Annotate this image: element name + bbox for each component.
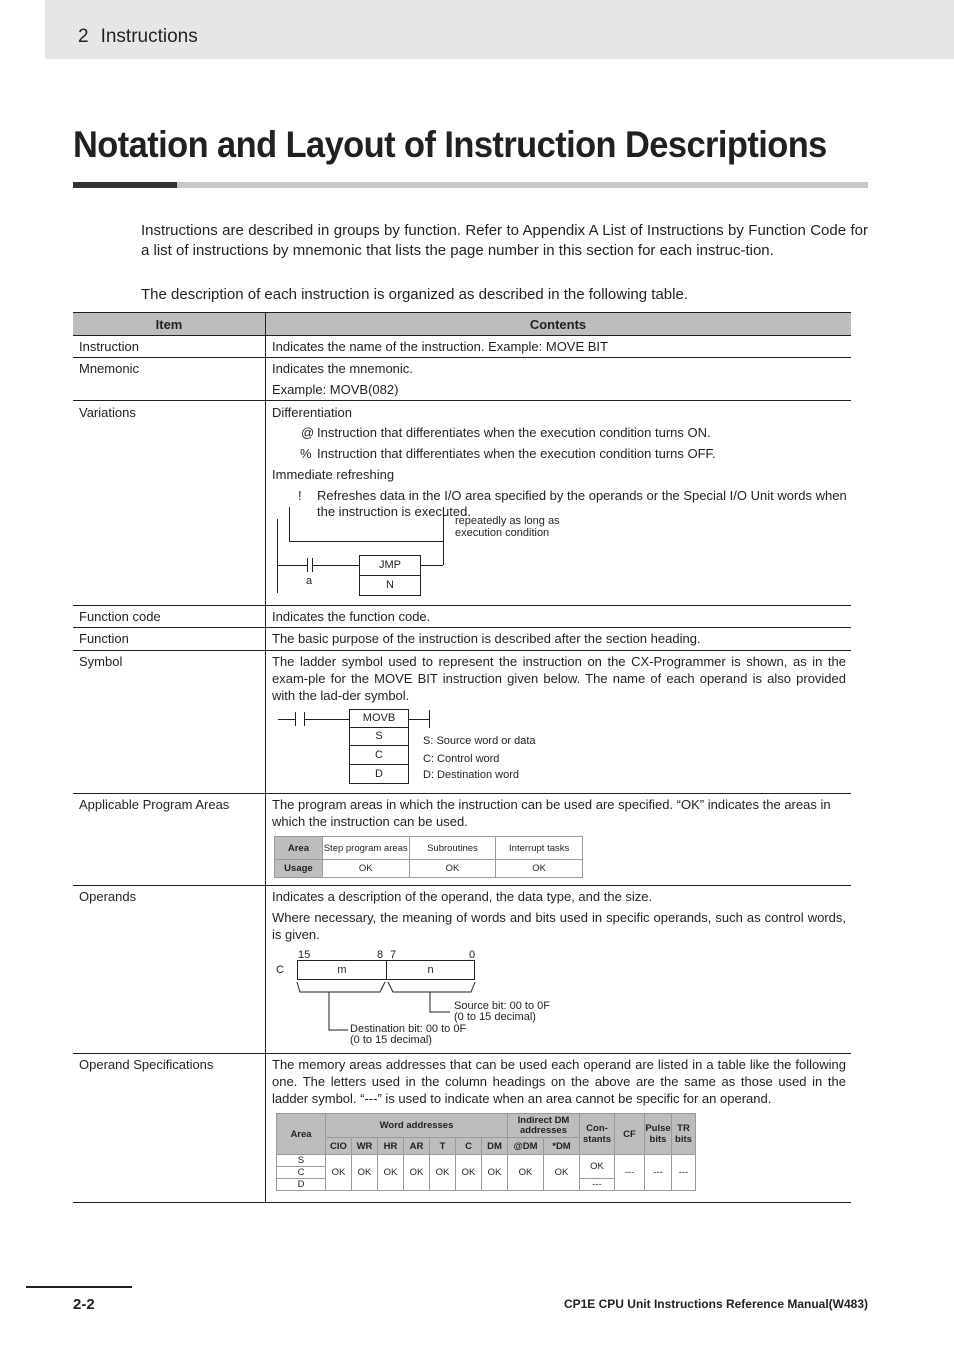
rung-wire bbox=[421, 565, 443, 566]
program-areas-table bbox=[274, 836, 583, 878]
row-divider bbox=[73, 885, 851, 886]
field-m: m bbox=[297, 960, 387, 980]
desc-s: S: Source word or data bbox=[423, 735, 536, 747]
item-program-areas: Applicable Program Areas bbox=[79, 797, 230, 812]
tr-header: TR bits bbox=[672, 1114, 696, 1155]
jmp-note-1: repeatedly as long as bbox=[455, 515, 560, 527]
operand-spec-table bbox=[276, 1113, 696, 1191]
footer-rule bbox=[26, 1286, 132, 1288]
table-header bbox=[73, 312, 851, 335]
usage-header: Usage bbox=[275, 860, 323, 878]
content-operands-2: Where necessary, the meaning of words and bits used in specific operands, such as control words, is given. bbox=[272, 910, 846, 942]
constants-header: Con-stants bbox=[580, 1114, 615, 1155]
rung-wire bbox=[304, 719, 349, 720]
content-operands-1: Indicates a description of the operand, the data type, and the size. bbox=[272, 889, 653, 904]
dest-bit-desc-1: Destination bit: 00 to 0F bbox=[350, 1023, 467, 1035]
indirect-header: Indirect DM addresses bbox=[508, 1114, 580, 1138]
pulse-header: Pulse bits bbox=[645, 1114, 672, 1155]
operand-c-box: C bbox=[349, 745, 409, 765]
header-item: Item bbox=[155, 317, 183, 332]
col-hr: HR bbox=[378, 1138, 404, 1155]
power-rail bbox=[277, 519, 278, 593]
intro-paragraph: Instructions are described in groups by function. Refer to Appendix A List of Instructions by Function Code for a list of instructions by mnemonic that lists the page number in this section for each instruc-tion. bbox=[141, 222, 868, 259]
row-divider bbox=[73, 335, 851, 336]
spec-ok: OK bbox=[482, 1155, 508, 1191]
area-col-2: Subroutines bbox=[409, 837, 496, 860]
field-n: n bbox=[386, 960, 475, 980]
col-c: C bbox=[456, 1138, 482, 1155]
content-instruction: Indicates the name of the instruction. Example: MOVE BIT bbox=[272, 339, 608, 354]
variations-differentiation: Differentiation bbox=[272, 405, 352, 420]
area-col-3: Interrupt tasks bbox=[496, 837, 583, 860]
item-symbol: Symbol bbox=[79, 654, 123, 669]
usage-val-3: OK bbox=[496, 860, 583, 878]
bit-7: 7 bbox=[390, 949, 397, 961]
rung-wire bbox=[409, 719, 429, 720]
title-rule-light bbox=[177, 182, 868, 188]
area-col-1: Step program areas bbox=[322, 837, 409, 860]
jmp-operand-box: N bbox=[359, 575, 421, 596]
word-c-label: C bbox=[276, 964, 284, 976]
loop-line-bottom bbox=[289, 541, 443, 542]
content-function-code: Indicates the function code. bbox=[272, 609, 431, 624]
content-mnemonic-2: Example: MOVB(082) bbox=[272, 382, 399, 397]
control-word-diagram bbox=[272, 946, 592, 1050]
source-bit-desc-2: (0 to 15 decimal) bbox=[454, 1011, 536, 1023]
column-divider bbox=[265, 312, 266, 1202]
chapter-number: 2 bbox=[78, 26, 89, 47]
jmp-note-2: execution condition bbox=[455, 527, 550, 539]
content-program-areas: The program areas in which the instruction can be used are specified. “OK” indicates the areas in which the instruction can be used. bbox=[272, 797, 831, 829]
word-addresses-header: Word addresses bbox=[326, 1114, 508, 1138]
spec-ok: OK bbox=[430, 1155, 456, 1191]
variation-bang-text-1: Refreshes data in the I/O area specified by the operands or the Special I/O Unit words when bbox=[317, 488, 847, 503]
spec-ok: OK bbox=[352, 1155, 378, 1191]
right-rail bbox=[429, 710, 430, 728]
variation-at-symbol: @ bbox=[301, 425, 315, 440]
row-divider bbox=[73, 605, 851, 606]
spec-ok: OK bbox=[404, 1155, 430, 1191]
item-function: Function bbox=[79, 631, 129, 646]
bit-8: 8 bbox=[377, 949, 384, 961]
chapter-title: Instructions bbox=[100, 26, 198, 47]
header-contents: Contents bbox=[529, 317, 587, 332]
rung-wire bbox=[277, 565, 307, 566]
variation-at-text: Instruction that differentiates when the execution condition turns ON. bbox=[317, 425, 711, 440]
usage-val-1: OK bbox=[322, 860, 409, 878]
contact-label: a bbox=[306, 575, 313, 587]
bit-0: 0 bbox=[469, 949, 476, 961]
dest-bit-desc-2: (0 to 15 decimal) bbox=[350, 1034, 432, 1046]
desc-c: C: Control word bbox=[423, 753, 500, 765]
contact-a-left bbox=[307, 558, 308, 572]
item-instruction: Instruction bbox=[79, 339, 139, 354]
table-bottom bbox=[73, 1202, 851, 1203]
variation-bang-text-2: the instruction is executed. bbox=[317, 504, 471, 519]
col-at-dm: @DM bbox=[508, 1138, 544, 1155]
row-divider bbox=[73, 627, 851, 628]
row-divider bbox=[73, 357, 851, 358]
spec-const-ok: OK bbox=[580, 1155, 615, 1179]
spec-ok: OK bbox=[508, 1155, 544, 1191]
col-t: T bbox=[430, 1138, 456, 1155]
content-function: The basic purpose of the instruction is described after the section heading. bbox=[272, 631, 701, 646]
rung-wire bbox=[278, 719, 295, 720]
spec-pulse: --- bbox=[645, 1155, 672, 1191]
page-title: Notation and Layout of Instruction Descriptions bbox=[73, 124, 827, 165]
jmp-box: JMP bbox=[359, 555, 421, 576]
spec-ok: OK bbox=[544, 1155, 580, 1191]
col-ar: AR bbox=[404, 1138, 430, 1155]
col-wr: WR bbox=[352, 1138, 378, 1155]
operand-s-box: S bbox=[349, 727, 409, 746]
rung-wire bbox=[312, 565, 359, 566]
chapter-header bbox=[78, 26, 198, 48]
item-operand-specs: Operand Specifications bbox=[79, 1057, 214, 1072]
item-variations: Variations bbox=[79, 405, 136, 420]
spec-tr: --- bbox=[672, 1155, 696, 1191]
row-divider bbox=[73, 793, 851, 794]
movb-ladder-symbol bbox=[278, 708, 578, 788]
bit-15: 15 bbox=[298, 949, 311, 961]
spec-row-s: S bbox=[277, 1155, 326, 1167]
title-rule bbox=[73, 182, 177, 188]
spec-row-d: D bbox=[277, 1179, 326, 1191]
usage-val-2: OK bbox=[409, 860, 496, 878]
movb-box: MOVB bbox=[349, 709, 409, 728]
manual-title: CP1E CPU Unit Instructions Reference Manual(W483) bbox=[563, 1297, 868, 1311]
col-dm: DM bbox=[482, 1138, 508, 1155]
variation-pct-symbol: % bbox=[300, 446, 312, 461]
spec-ok: OK bbox=[326, 1155, 352, 1191]
variations-immediate: Immediate refreshing bbox=[272, 467, 395, 482]
cf-header: CF bbox=[615, 1114, 645, 1155]
operand-d-box: D bbox=[349, 764, 409, 784]
row-divider bbox=[73, 400, 851, 401]
content-operand-specs: The memory areas addresses that can be used each operand are listed in a table like the following one. The letters used in the column headings on the above are the same as those used in the ladder symbol. “---” is used to indicate when an area cannot be specific for an operand. bbox=[272, 1057, 846, 1106]
variation-bang-symbol: ! bbox=[298, 488, 302, 503]
area-header: Area bbox=[275, 837, 323, 860]
variation-pct-text: Instruction that differentiates when the execution condition turns OFF. bbox=[317, 446, 716, 461]
desc-d: D: Destination word bbox=[423, 769, 519, 781]
spec-area-header: Area bbox=[277, 1114, 326, 1155]
spec-row-c: C bbox=[277, 1167, 326, 1179]
jmp-diagram bbox=[276, 507, 576, 597]
content-mnemonic-1: Indicates the mnemonic. bbox=[272, 361, 413, 376]
spec-ok: OK bbox=[456, 1155, 482, 1191]
page-number: 2-2 bbox=[73, 1296, 95, 1313]
contact-left bbox=[295, 712, 296, 726]
item-mnemonic: Mnemonic bbox=[79, 361, 139, 376]
item-function-code: Function code bbox=[79, 609, 161, 624]
spec-ok: OK bbox=[378, 1155, 404, 1191]
loop-line-left bbox=[289, 507, 290, 541]
row-divider bbox=[73, 1053, 851, 1054]
spec-const-na: --- bbox=[580, 1179, 615, 1191]
col-star-dm: *DM bbox=[544, 1138, 580, 1155]
spec-cf: --- bbox=[615, 1155, 645, 1191]
content-symbol: The ladder symbol used to represent the instruction on the CX-Programmer is shown, as in the exam-ple for the MOVE BIT instruction given below. The name of each operand is also provided with the lad-der symbol. bbox=[272, 654, 846, 703]
intro-paragraph-2: The description of each instruction is organized as described in the following table. bbox=[141, 286, 688, 303]
source-bit-desc-1: Source bit: 00 to 0F bbox=[454, 1000, 550, 1012]
item-operands: Operands bbox=[79, 889, 137, 904]
col-cio: CIO bbox=[326, 1138, 352, 1155]
row-divider bbox=[73, 650, 851, 651]
